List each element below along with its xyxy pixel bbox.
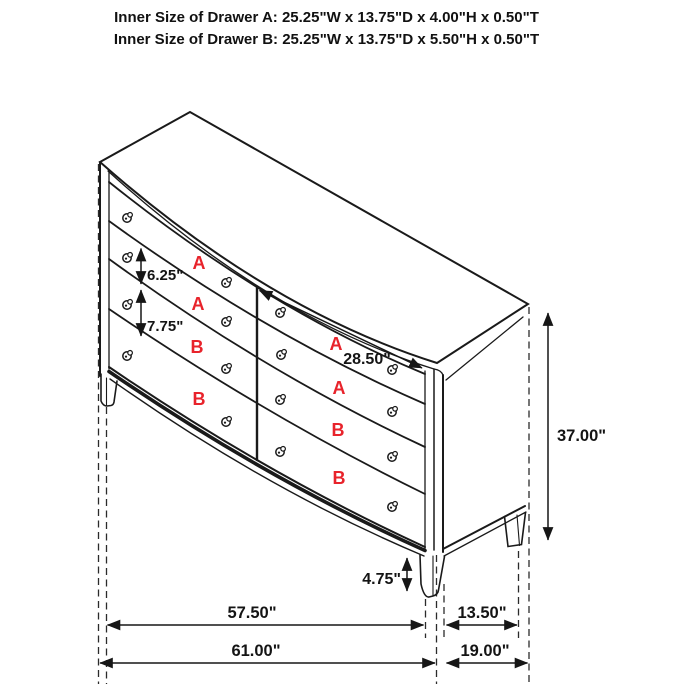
- drawer-separator-curves: [109, 182, 425, 494]
- drawer-label-right-3: B: [331, 420, 345, 440]
- dimension-label-case-width: 57.50": [227, 604, 277, 622]
- dimension-label-leg-height: 4.75": [362, 571, 401, 588]
- dimension-label-drawer-a-height: 6.25": [147, 267, 184, 284]
- dresser-cabinet-outline: [100, 112, 528, 597]
- drawer-b-inner-size-text: Inner Size of Drawer B: 25.25"W x 13.75"D x 5.50"H x 0.50"T: [113, 30, 540, 48]
- dimension-label-leg-depth: 13.50": [457, 604, 507, 622]
- drawer-knob-icon: [388, 452, 398, 462]
- drawer-knob-icon: [222, 364, 232, 374]
- drawer-label-right-2: A: [332, 378, 346, 398]
- dimension-arrows: [100, 249, 548, 664]
- drawer-knob-icon: [276, 308, 286, 318]
- dimension-label-drawer-b-height: 7.75": [147, 318, 184, 335]
- drawer-type-labels: [191, 253, 346, 488]
- drawer-knob-icon: [277, 350, 287, 360]
- drawer-knob-icon: [123, 253, 133, 263]
- dimension-label-overall-height: 37.00": [557, 427, 607, 445]
- drawer-a-inner-size-text: Inner Size of Drawer A: 25.25"W x 13.75"D x 4.00"H x 0.50"T: [114, 9, 539, 26]
- front-left-leg: [101, 374, 117, 406]
- side-skirt-top: [443, 506, 525, 549]
- dimension-label-overall-depth: 19.00": [460, 642, 510, 660]
- drawer-knob-icon: [222, 417, 232, 427]
- front-skirt: [109, 367, 425, 556]
- dimension-label-bank-width: 28.50": [343, 351, 391, 368]
- drawer-knob-icon: [276, 395, 286, 405]
- dimension-label-overall-width: 61.00": [231, 642, 281, 660]
- drawer-label-right-1: A: [329, 334, 343, 354]
- drawer-label-left-3: B: [190, 337, 204, 357]
- drawer-knob-icon: [123, 300, 133, 310]
- drawer-knob-icon: [123, 351, 133, 361]
- drawer-label-left-2: A: [191, 294, 205, 314]
- drawer-knob-icon: [222, 317, 232, 327]
- top-edge-corner-arc: [434, 369, 443, 375]
- drawer-knob-icon: [123, 213, 133, 223]
- side-skirt-bottom: [444, 512, 526, 556]
- drawer-knob-icon: [388, 502, 398, 512]
- dimension-labels: [147, 267, 606, 660]
- drawer-knob-icon: [388, 407, 398, 417]
- drawer-knob-icon: [276, 447, 286, 457]
- drawer-knob-icon: [222, 278, 232, 288]
- drawer-label-left-1: A: [192, 253, 206, 273]
- drawer-label-left-4: B: [192, 389, 206, 409]
- front-right-leg: [420, 555, 445, 597]
- drawer-label-right-4: B: [332, 468, 346, 488]
